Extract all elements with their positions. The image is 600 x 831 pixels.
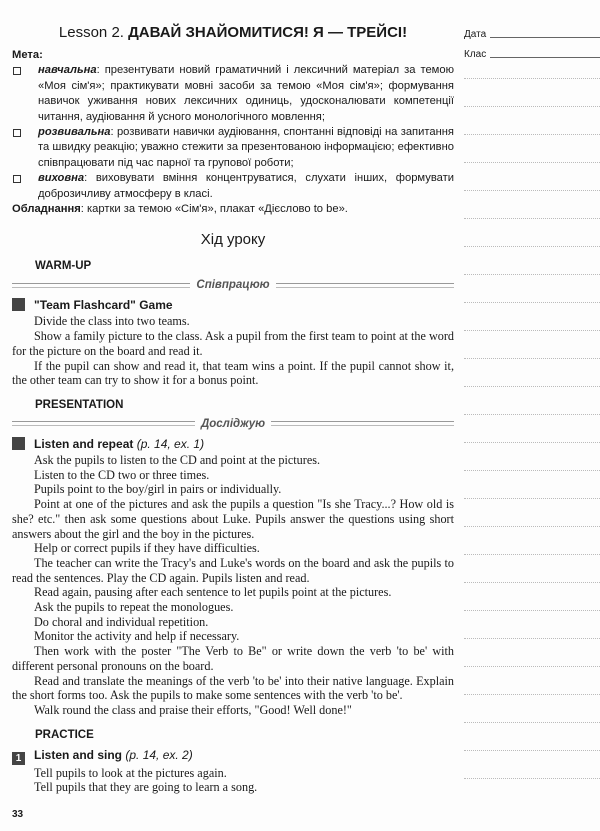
paragraph: Read again, pausing after each sentence to let pupils point at the pictures. xyxy=(34,585,392,600)
goal-item xyxy=(12,125,454,171)
note-line xyxy=(464,722,600,723)
note-line xyxy=(464,414,600,415)
goal-text: : виховувати вміння концентруватися, слухати інших, формувати доброзичливу атмосферу в класі. xyxy=(38,172,454,200)
note-line xyxy=(464,274,600,275)
goal-type: навчальна xyxy=(38,64,97,77)
equipment xyxy=(12,202,454,217)
paragraph: Listen to the CD two or three times. xyxy=(34,467,210,482)
paragraph: Then work with the poster "The Verb to Be" or write down the verb 'to be' with different personal pronouns on the board. xyxy=(12,644,454,673)
activity-title: Listen and sing xyxy=(34,747,123,762)
note-line xyxy=(464,638,600,639)
note-line xyxy=(464,190,600,191)
paragraph: Monitor the activity and help if necessary. xyxy=(34,629,240,644)
note-line xyxy=(464,554,600,555)
paragraph: Tell pupils to look at the pictures again. xyxy=(34,765,227,780)
checkbox-icon xyxy=(13,175,21,183)
practice-heading: PRACTICE xyxy=(35,728,94,741)
lesson-title xyxy=(12,24,454,42)
goal-item xyxy=(12,171,454,202)
goal-text: : презентувати новий граматичний і лексичний матеріал за темою «Моя сім'я»; практикувати мовні засоби за темою «Моя сім'я»; формування навичок уживання нових лексичних одиниць, удосконалювати компетенції читання, аудіювання й усного монологічного мовлення; xyxy=(38,64,454,123)
presentation-divider xyxy=(12,417,454,431)
paragraph: Divide the class into two teams. xyxy=(34,314,190,329)
activity-title: Listen and repeat xyxy=(34,436,134,451)
note-line xyxy=(464,470,600,471)
date-field[interactable] xyxy=(464,22,600,40)
divider-label: Досліджую xyxy=(200,417,266,430)
lesson-heading: ДАВАЙ ЗНАЙОМИТИСЯ! Я — ТРЕЙСІ! xyxy=(128,24,408,41)
paragraph: The teacher can write the Tracy's and Luke's words on the board and ask the pupils to read the sentences. Play the CD again. Pupils listen and read. xyxy=(12,555,454,585)
main-column xyxy=(12,0,454,831)
paragraph: Ask the pupils to listen to the CD and point at the pictures. xyxy=(34,452,321,467)
activity-square-icon xyxy=(12,437,25,450)
paragraph: Do choral and individual repetition. xyxy=(34,614,209,629)
activity-square-icon xyxy=(12,298,25,311)
paragraph: Point at one of the pictures and ask the pupils a question "Is she Tracy...? How old is she? etc." then ask some questions about Luke. Pupils answer the questions using short answers about the girl and the boy in the pictures. xyxy=(12,497,454,541)
goals-label: Мета: xyxy=(12,49,43,61)
activity-ref: (p. 14, ex. 1) xyxy=(136,436,205,451)
note-line xyxy=(464,526,600,527)
goal-type: виховна xyxy=(38,172,85,185)
equipment-label: Обладнання xyxy=(12,203,81,216)
lesson-number: Lesson 2. xyxy=(58,24,124,41)
note-line xyxy=(464,358,600,359)
class-field[interactable] xyxy=(464,42,600,60)
paragraph: Ask the pupils to repeat the monologues. xyxy=(34,600,234,615)
paragraph: Pupils point to the boy/girl in pairs or individually. xyxy=(34,482,282,497)
note-line xyxy=(464,582,600,583)
checkbox-icon xyxy=(13,129,21,137)
class-label: Клас xyxy=(464,49,487,60)
note-line xyxy=(464,106,600,107)
presentation-activity xyxy=(12,437,454,452)
warmup-heading: WARM-UP xyxy=(35,260,92,273)
note-line xyxy=(464,162,600,163)
page-number: 33 xyxy=(12,809,24,821)
activity-ref: (p. 14, ex. 2) xyxy=(125,747,193,762)
practice-body xyxy=(12,766,454,795)
activity-title: "Team Flashcard" Game xyxy=(34,298,173,313)
course-title: Хід уроку xyxy=(200,231,266,249)
goal-item xyxy=(12,63,454,125)
paragraph: Show a family picture to the class. Ask a pupil from the first team to point at the word for the picture on the board and read it. xyxy=(12,329,454,358)
warmup-divider xyxy=(12,278,454,292)
note-line xyxy=(464,610,600,611)
note-line xyxy=(464,330,600,331)
presentation-body xyxy=(12,453,454,718)
activity-number-icon: 1 xyxy=(12,752,25,765)
paragraph: Walk round the class and praise their efforts, "Good! Well done!" xyxy=(34,702,352,717)
goals-section xyxy=(12,48,454,217)
goal-type: розвивальна xyxy=(38,126,111,139)
note-line xyxy=(464,750,600,751)
goal-text: : розвивати навички аудіювання, спонтанні відповіді на запитання та швидку реакцію; уважно стежити за презентованою інформацією; ефективно співпрацювати під час парної та групової роботи; xyxy=(38,126,454,169)
note-line xyxy=(464,778,600,779)
date-label: Дата xyxy=(464,29,487,40)
equipment-text: : картки за темою «Сім'я», плакат «Дієслово to be». xyxy=(80,203,348,216)
divider-label: Співпрацюю xyxy=(196,279,270,292)
paragraph: If the pupil can show and read it, that team wins a point. If the pupil cannot show it, the other team can try to show it for a bonus point. xyxy=(12,358,454,388)
note-line xyxy=(464,498,600,499)
note-line xyxy=(464,666,600,667)
paragraph: Read and translate the meanings of the verb 'to be' into their native language. Explain the short forms too. Ask the pupils to make some sentences with the verb 'to be'. xyxy=(12,673,454,703)
presentation-heading: PRESENTATION xyxy=(35,398,124,411)
warmup-activity xyxy=(12,298,454,313)
warmup-body xyxy=(12,314,454,388)
practice-activity xyxy=(12,748,454,765)
checkbox-icon xyxy=(13,67,21,75)
note-line xyxy=(464,442,600,443)
note-line xyxy=(464,246,600,247)
paragraph: Tell pupils that they are going to learn a song. xyxy=(34,780,258,795)
notes-margin xyxy=(464,22,600,60)
note-line xyxy=(464,302,600,303)
note-line xyxy=(464,694,600,695)
note-line xyxy=(464,218,600,219)
note-line xyxy=(464,78,600,79)
note-line xyxy=(464,386,600,387)
paragraph: Help or correct pupils if they have difficulties. xyxy=(34,541,260,556)
note-line xyxy=(464,134,600,135)
